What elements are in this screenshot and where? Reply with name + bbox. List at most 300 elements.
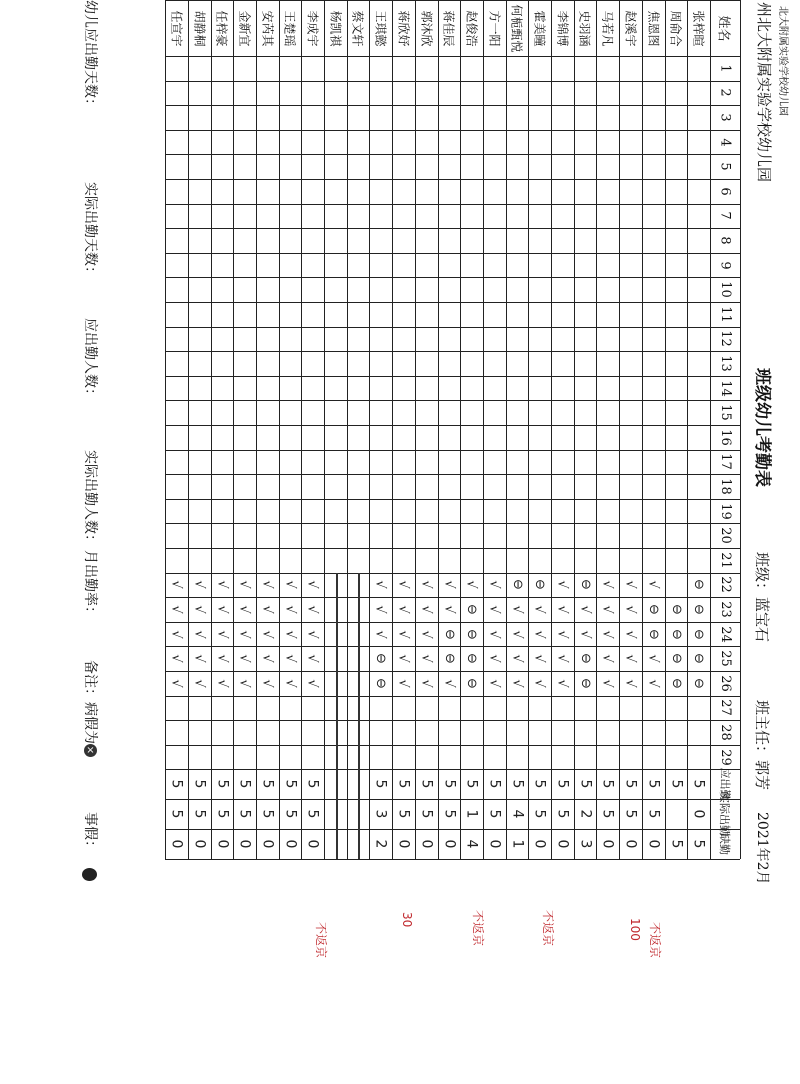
annotation-note: 不返京 bbox=[541, 910, 555, 947]
summary-value-text: 5 bbox=[667, 779, 684, 789]
day-header bbox=[710, 622, 740, 647]
attendance-mark-text: ⊖ bbox=[691, 579, 706, 591]
attendance-mark-text: √ bbox=[531, 679, 547, 688]
attendance-mark bbox=[392, 671, 415, 696]
day-number: 20 bbox=[717, 527, 733, 544]
summary-value bbox=[596, 769, 619, 799]
attendance-mark bbox=[619, 622, 642, 647]
student-name-text: 赵俊浩 bbox=[464, 9, 479, 47]
attendance-mark-text: √ bbox=[282, 679, 298, 688]
student-name-text: 方一阳 bbox=[487, 9, 502, 47]
day-number: 16 bbox=[717, 429, 733, 446]
day-header bbox=[710, 204, 740, 229]
summary-value bbox=[233, 799, 256, 829]
grid-col-line bbox=[369, 0, 370, 859]
grid-col-line bbox=[528, 0, 529, 859]
attendance-mark-text: √ bbox=[236, 605, 252, 614]
attendance-mark bbox=[438, 646, 460, 671]
grid-row-line bbox=[165, 327, 740, 328]
attendance-mark bbox=[211, 597, 233, 622]
day-header bbox=[710, 105, 740, 130]
summary-value bbox=[528, 769, 551, 799]
summary-value-text: 5 bbox=[599, 779, 616, 789]
day-number: 4 bbox=[717, 137, 733, 147]
student-name bbox=[596, 0, 619, 56]
summary-value bbox=[483, 829, 506, 859]
day-header bbox=[710, 720, 740, 745]
summary-value-text: 5 bbox=[304, 809, 321, 819]
summary-header-text: 实际出勤 bbox=[718, 792, 731, 837]
attendance-mark-text: √ bbox=[259, 679, 275, 688]
attendance-mark bbox=[665, 671, 687, 696]
summary-value bbox=[301, 769, 324, 799]
attendance-mark bbox=[415, 622, 438, 647]
summary-value-text: 5 bbox=[690, 839, 707, 849]
summary-value-text: 5 bbox=[531, 779, 548, 789]
day-header bbox=[710, 523, 740, 548]
day-number: 26 bbox=[717, 675, 733, 692]
grid-row-line bbox=[165, 179, 740, 180]
summary-value-text: 5 bbox=[236, 809, 253, 819]
day-header bbox=[710, 671, 740, 696]
summary-value-text: 4 bbox=[463, 839, 480, 849]
attendance-mark bbox=[619, 597, 642, 622]
attendance-mark bbox=[392, 573, 415, 598]
attendance-mark bbox=[279, 671, 301, 696]
attendance-mark bbox=[438, 597, 460, 622]
attendance-mark bbox=[301, 646, 324, 671]
summary-value-text: 0 bbox=[690, 809, 707, 819]
attendance-mark bbox=[665, 573, 687, 598]
grid-col-line bbox=[596, 0, 597, 859]
attendance-mark bbox=[438, 573, 460, 598]
student-name-text: 任宣宇 bbox=[169, 9, 184, 47]
summary-value-text: 3 bbox=[576, 839, 593, 849]
summary-value bbox=[642, 769, 665, 799]
attendance-mark bbox=[596, 597, 619, 622]
summary-value bbox=[211, 769, 233, 799]
grid-col-line bbox=[188, 0, 189, 859]
summary-header bbox=[710, 829, 740, 859]
class-label: 班级： bbox=[753, 552, 771, 598]
attendance-mark bbox=[301, 622, 324, 647]
summary-value-text: 0 bbox=[531, 839, 548, 849]
attendance-mark bbox=[687, 597, 710, 622]
student-name-text: 金新宜 bbox=[237, 9, 252, 47]
class-value: 蓝宝石 bbox=[753, 597, 771, 643]
summary-value bbox=[165, 829, 188, 859]
attendance-mark-text: √ bbox=[531, 654, 547, 663]
day-number: 12 bbox=[717, 330, 733, 348]
summary-value bbox=[574, 799, 596, 829]
day-number: 18 bbox=[717, 478, 733, 495]
attendance-mark bbox=[574, 646, 596, 671]
attendance-mark bbox=[438, 622, 460, 647]
summary-value-text: 5 bbox=[168, 779, 185, 789]
summary-value bbox=[483, 769, 506, 799]
summary-value bbox=[665, 829, 687, 859]
attendance-mark bbox=[551, 671, 574, 696]
attendance-mark bbox=[483, 573, 506, 598]
summary-value-text: 5 bbox=[645, 779, 662, 789]
attendance-mark bbox=[211, 671, 233, 696]
day-number: 28 bbox=[717, 724, 733, 741]
attendance-mark bbox=[256, 671, 279, 696]
summary-value bbox=[256, 799, 279, 829]
student-name bbox=[256, 0, 279, 56]
attendance-mark-text: √ bbox=[645, 580, 661, 590]
attendance-mark bbox=[188, 622, 211, 647]
summary-value bbox=[642, 799, 665, 829]
attendance-mark-text: √ bbox=[622, 580, 638, 590]
attendance-mark-text: ⊖ bbox=[668, 604, 684, 615]
day-header bbox=[710, 499, 740, 524]
attendance-mark-text: √ bbox=[418, 605, 434, 614]
attendance-mark-text: √ bbox=[554, 629, 570, 639]
day-number: 22 bbox=[717, 576, 733, 594]
grid-col-line bbox=[233, 0, 234, 859]
annotation-note: 不返京 bbox=[471, 910, 485, 947]
day-header bbox=[710, 154, 740, 179]
sick-leave-icon: × bbox=[84, 744, 97, 757]
summary-value-text: 5 bbox=[191, 809, 208, 819]
day-header bbox=[710, 56, 740, 81]
attendance-mark-text: ⊖ bbox=[373, 677, 388, 689]
student-name-text: 蒋欣妤 bbox=[396, 9, 411, 47]
attendance-mark-text: √ bbox=[304, 605, 320, 614]
attendance-mark-text: √ bbox=[622, 629, 638, 639]
summary-value-text: 5 bbox=[168, 809, 185, 819]
attendance-mark-text: √ bbox=[168, 679, 184, 688]
attendance-mark-text: √ bbox=[645, 654, 661, 663]
summary-value bbox=[687, 799, 710, 829]
attendance-mark bbox=[279, 622, 301, 647]
attendance-mark-text: √ bbox=[191, 605, 207, 614]
summary-value bbox=[392, 799, 415, 829]
student-name bbox=[347, 0, 369, 56]
day-header bbox=[710, 253, 740, 278]
grid-col-line bbox=[483, 0, 484, 859]
attendance-mark-text: √ bbox=[282, 629, 298, 639]
summary-value-text: 5 bbox=[372, 779, 389, 789]
attendance-mark-text: √ bbox=[486, 654, 502, 663]
name-header-text: 姓名 bbox=[715, 14, 731, 42]
day-number: 19 bbox=[717, 502, 733, 520]
summary-value bbox=[188, 769, 211, 799]
attendance-mark bbox=[483, 597, 506, 622]
student-name-text: 何栀甄悦 bbox=[509, 3, 524, 53]
attendance-mark bbox=[642, 573, 665, 598]
attendance-mark-text: ⊖ bbox=[464, 628, 479, 640]
attendance-mark bbox=[619, 646, 642, 671]
student-name-text: 王楚瑶 bbox=[282, 9, 297, 47]
strike-line bbox=[336, 573, 338, 860]
personal-leave-label: 事假： bbox=[82, 812, 98, 854]
attendance-mark bbox=[528, 622, 551, 647]
grid-col-line bbox=[642, 0, 643, 859]
student-name-text: 安芮其 bbox=[260, 9, 275, 47]
summary-value-text: 5 bbox=[213, 809, 230, 819]
student-name-text: 郭沐欣 bbox=[419, 9, 434, 47]
student-name bbox=[574, 0, 596, 56]
day-header bbox=[710, 646, 740, 671]
attendance-mark-text: √ bbox=[486, 679, 502, 688]
summary-value bbox=[460, 829, 483, 859]
annotation-note: 30 bbox=[400, 912, 414, 928]
day-number: 27 bbox=[717, 699, 733, 717]
grid-row-line bbox=[165, 154, 740, 155]
month-rate-label: 月出勤率： bbox=[82, 550, 98, 620]
student-name bbox=[415, 0, 438, 56]
summary-value-text: 5 bbox=[645, 809, 662, 819]
annotation-note: 不返京 bbox=[648, 922, 662, 959]
attendance-mark-text: √ bbox=[418, 629, 434, 639]
attendance-mark-text: √ bbox=[418, 654, 434, 663]
day-number: 14 bbox=[717, 379, 733, 397]
attendance-mark-text: √ bbox=[372, 580, 388, 590]
attendance-mark-text: √ bbox=[599, 605, 615, 614]
attendance-mark bbox=[506, 622, 528, 647]
day-header bbox=[710, 573, 740, 598]
grid-row-line bbox=[165, 400, 740, 401]
summary-value-text: 5 bbox=[576, 779, 593, 789]
student-name-text: 周俞合 bbox=[668, 9, 683, 47]
attendance-mark bbox=[233, 671, 256, 696]
student-name bbox=[528, 0, 551, 56]
grid-row-line bbox=[165, 859, 740, 860]
attendance-mark bbox=[369, 622, 392, 647]
attendance-mark-text: ⊖ bbox=[691, 604, 706, 615]
summary-value-text: 5 bbox=[418, 779, 435, 789]
summary-value bbox=[415, 799, 438, 829]
attendance-mark-text: √ bbox=[577, 605, 593, 614]
student-name bbox=[438, 0, 460, 56]
summary-value-text: 0 bbox=[486, 839, 503, 849]
attendance-mark bbox=[301, 597, 324, 622]
school-title: 州北大附属实验学校幼儿园 bbox=[755, 2, 773, 183]
attendance-mark bbox=[188, 573, 211, 598]
summary-value-text: 0 bbox=[168, 839, 185, 849]
grid-col-line bbox=[324, 0, 325, 859]
summary-value-text: 5 bbox=[418, 809, 435, 819]
annotation-note: 不返京 bbox=[314, 922, 328, 959]
student-name-text: 胡静桐 bbox=[192, 9, 207, 47]
summary-value-text: 0 bbox=[599, 839, 616, 849]
summary-value bbox=[551, 799, 574, 829]
attendance-mark-text: √ bbox=[622, 679, 638, 688]
grid-row-line bbox=[165, 130, 740, 131]
summary-value bbox=[460, 769, 483, 799]
attendance-mark-text: ⊖ bbox=[668, 653, 684, 665]
summary-header bbox=[710, 792, 740, 837]
attendance-mark bbox=[369, 646, 392, 671]
attendance-mark bbox=[279, 573, 301, 598]
attendance-mark-text: ⊖ bbox=[532, 579, 547, 591]
summary-value-text: 5 bbox=[690, 779, 707, 789]
grid-row-line bbox=[165, 253, 740, 254]
summary-value-text: 0 bbox=[259, 839, 276, 849]
attendance-mark bbox=[687, 671, 710, 696]
attendance-mark-text: ⊖ bbox=[577, 677, 593, 689]
attendance-mark-text: ⊖ bbox=[373, 653, 388, 665]
day-header bbox=[710, 302, 740, 327]
summary-value-text: 5 bbox=[191, 779, 208, 789]
attendance-mark-text: √ bbox=[214, 654, 230, 663]
day-number: 5 bbox=[717, 162, 733, 171]
attendance-mark bbox=[665, 646, 687, 671]
day-number: 7 bbox=[717, 211, 733, 221]
strike-line bbox=[358, 573, 360, 860]
day-number: 23 bbox=[717, 601, 733, 618]
student-name-text: 霍美瞳 bbox=[532, 9, 547, 47]
personal-leave-icon bbox=[82, 868, 97, 881]
summary-value bbox=[551, 829, 574, 859]
attendance-mark-text: ⊖ bbox=[441, 628, 457, 640]
attendance-mark bbox=[528, 573, 551, 598]
summary-value-text: 4 bbox=[508, 809, 525, 819]
attendance-mark bbox=[551, 597, 574, 622]
attendance-mark bbox=[460, 597, 483, 622]
summary-value bbox=[233, 769, 256, 799]
summary-value bbox=[165, 769, 188, 799]
attendance-mark bbox=[233, 573, 256, 598]
summary-value-text: 2 bbox=[576, 809, 593, 819]
summary-value bbox=[369, 829, 392, 859]
attendance-mark bbox=[483, 622, 506, 647]
attendance-mark-text: ⊖ bbox=[464, 653, 479, 665]
attendance-mark-text: √ bbox=[577, 629, 593, 639]
attendance-mark-text: √ bbox=[282, 580, 298, 590]
student-name bbox=[665, 0, 687, 56]
student-name-text: 李成宇 bbox=[305, 9, 320, 47]
attendance-mark bbox=[506, 646, 528, 671]
summary-value-text: 5 bbox=[281, 779, 298, 789]
attendance-mark bbox=[165, 573, 188, 598]
grid-row-line bbox=[165, 425, 740, 426]
day-header bbox=[710, 425, 740, 450]
student-name bbox=[369, 0, 392, 56]
attendance-mark bbox=[460, 646, 483, 671]
attendance-mark-text: √ bbox=[191, 580, 207, 590]
attendance-mark bbox=[574, 597, 596, 622]
attendance-mark bbox=[188, 597, 211, 622]
summary-value bbox=[211, 829, 233, 859]
day-number: 11 bbox=[717, 306, 733, 323]
attendance-mark-text: √ bbox=[282, 654, 298, 663]
grid-col-line bbox=[256, 0, 257, 859]
summary-value bbox=[279, 799, 301, 829]
day-number: 2 bbox=[717, 88, 733, 98]
day-header bbox=[710, 376, 740, 401]
attendance-mark-text: √ bbox=[395, 629, 411, 639]
day-number: 15 bbox=[717, 404, 733, 421]
attendance-mark bbox=[415, 671, 438, 696]
summary-value bbox=[415, 769, 438, 799]
attendance-mark-text: ⊖ bbox=[577, 653, 593, 665]
grid-col-line bbox=[665, 0, 666, 859]
day-number: 8 bbox=[717, 236, 733, 245]
attendance-mark bbox=[369, 671, 392, 696]
grid-col-line bbox=[415, 0, 416, 859]
grid-col-line bbox=[165, 0, 166, 859]
summary-value-text: 5 bbox=[281, 809, 298, 819]
summary-value bbox=[574, 829, 596, 859]
grid-row-line bbox=[165, 696, 740, 697]
attendance-mark bbox=[165, 646, 188, 671]
attendance-mark bbox=[165, 671, 188, 696]
attendance-mark bbox=[642, 671, 665, 696]
day-header bbox=[710, 474, 740, 499]
summary-value-text: 1 bbox=[463, 809, 480, 819]
sheet-date: 2021年2月 bbox=[754, 812, 770, 885]
grid-col-line bbox=[392, 0, 393, 859]
grid-row-line bbox=[165, 351, 740, 352]
attendance-mark-text: √ bbox=[191, 654, 207, 663]
day-number: 9 bbox=[717, 260, 733, 270]
grid-row-line bbox=[165, 204, 740, 205]
attendance-mark-text: √ bbox=[599, 679, 615, 688]
attendance-mark bbox=[392, 622, 415, 647]
attendance-mark bbox=[687, 622, 710, 647]
attendance-mark-text: √ bbox=[554, 580, 570, 590]
attendance-mark-text: √ bbox=[304, 629, 320, 639]
summary-value bbox=[165, 799, 188, 829]
attendance-mark-text: √ bbox=[236, 580, 252, 590]
summary-value bbox=[551, 769, 574, 799]
grid-col-line bbox=[574, 0, 575, 859]
attendance-mark bbox=[211, 622, 233, 647]
summary-value bbox=[301, 829, 324, 859]
summary-value-text: 5 bbox=[395, 809, 412, 819]
summary-value-text: 5 bbox=[304, 779, 321, 789]
attendance-mark-text: √ bbox=[395, 654, 411, 663]
attendance-mark-text: ⊖ bbox=[668, 677, 684, 689]
attendance-mark bbox=[460, 671, 483, 696]
student-name-text: 蒋佳辰 bbox=[441, 9, 456, 47]
attendance-mark bbox=[551, 622, 574, 647]
grid-col-line bbox=[347, 0, 348, 859]
summary-value-text: 0 bbox=[645, 839, 662, 849]
summary-value-text: 5 bbox=[554, 779, 571, 789]
day-header bbox=[710, 400, 740, 425]
day-number: 13 bbox=[717, 355, 733, 372]
attendance-mark-text: √ bbox=[509, 654, 525, 663]
attendance-mark bbox=[596, 622, 619, 647]
attendance-mark bbox=[619, 573, 642, 598]
student-name-text: 任梓豪 bbox=[214, 9, 229, 47]
grid-col-line bbox=[438, 0, 439, 859]
attendance-mark bbox=[256, 622, 279, 647]
day-number: 21 bbox=[717, 552, 733, 569]
summary-value bbox=[392, 829, 415, 859]
summary-value bbox=[256, 829, 279, 859]
attendance-mark-text: √ bbox=[599, 654, 615, 663]
summary-value-text: 3 bbox=[372, 809, 389, 819]
summary-value bbox=[301, 799, 324, 829]
attendance-mark bbox=[687, 646, 710, 671]
day-header bbox=[710, 597, 740, 622]
student-name-text: 王琪懿 bbox=[373, 9, 388, 47]
grid-col-line bbox=[687, 0, 688, 859]
summary-value bbox=[687, 769, 710, 799]
attendance-mark bbox=[301, 671, 324, 696]
summary-value bbox=[596, 829, 619, 859]
summary-value-text: 0 bbox=[236, 839, 253, 849]
grid-row-line bbox=[165, 720, 740, 721]
attendance-mark bbox=[528, 671, 551, 696]
attendance-mark-text: √ bbox=[509, 605, 525, 614]
student-name bbox=[211, 0, 233, 56]
